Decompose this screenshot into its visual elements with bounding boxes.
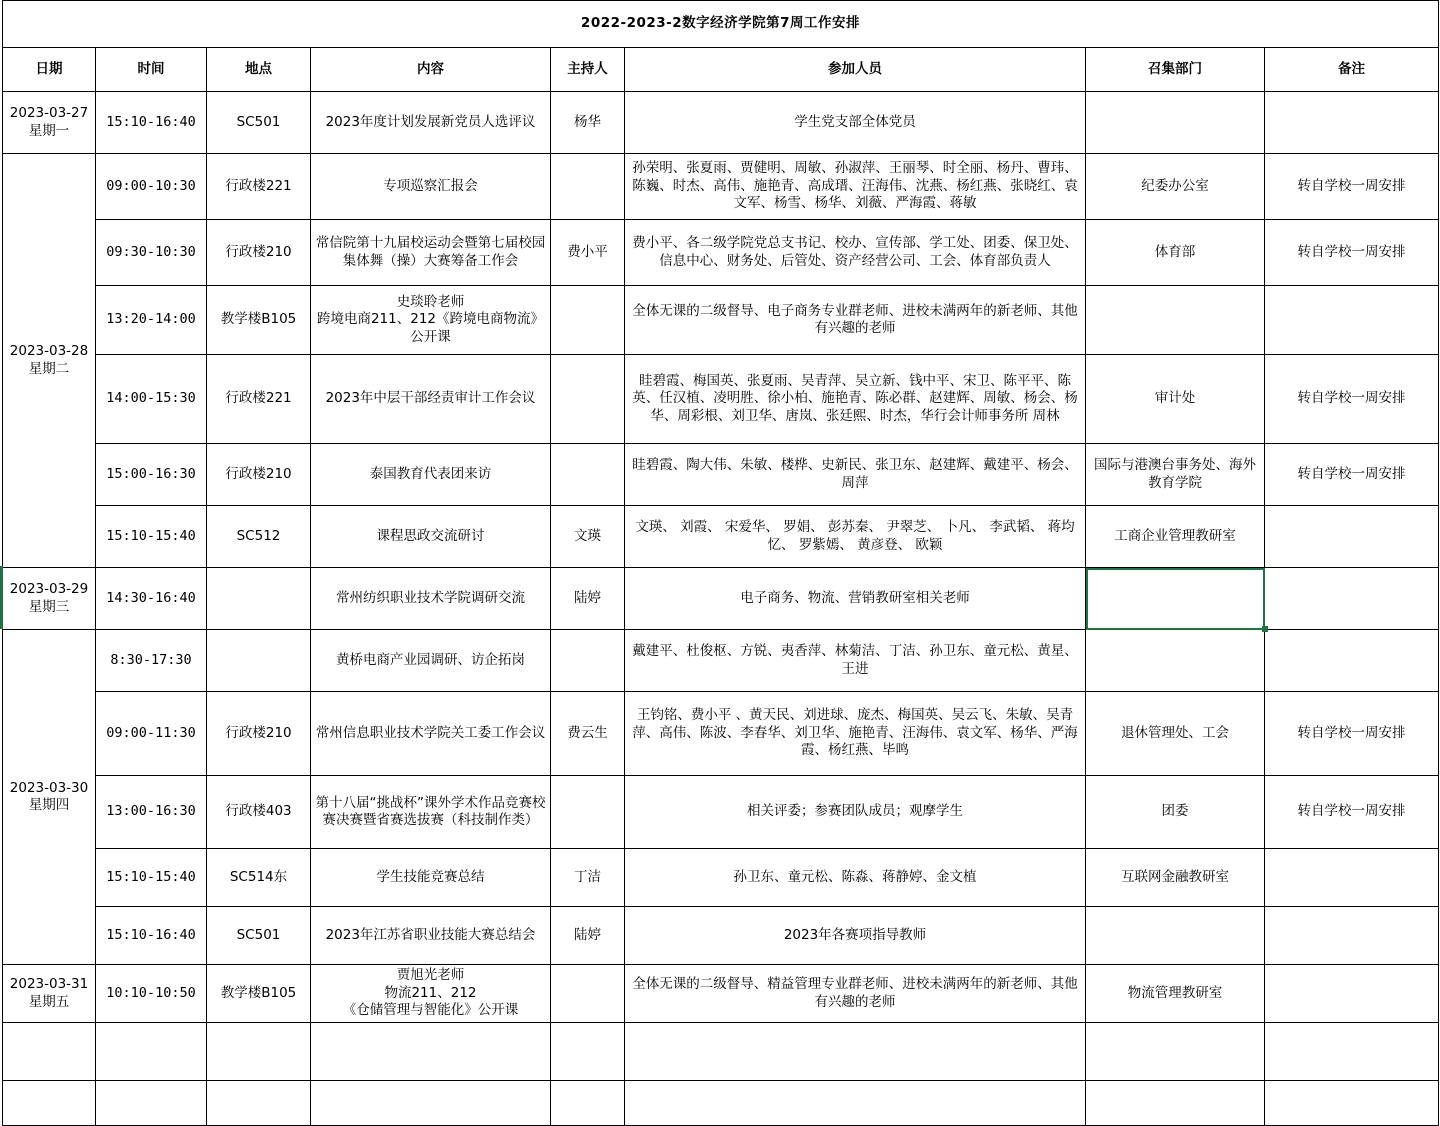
host-cell[interactable]: 文瑛 xyxy=(551,506,625,568)
dept-cell[interactable]: 审计处 xyxy=(1086,355,1265,444)
weekday-value: 星期三 xyxy=(28,598,70,615)
place-cell[interactable]: SC501 xyxy=(207,907,311,965)
header-place[interactable]: 地点 xyxy=(207,48,311,92)
schedule-row xyxy=(3,907,1439,965)
note-cell[interactable] xyxy=(1265,630,1439,692)
header-row xyxy=(3,48,1439,92)
place-cell[interactable]: 行政楼210 xyxy=(207,692,311,776)
date-value: 2023-03-30 xyxy=(9,779,89,796)
host-cell[interactable]: 杨华 xyxy=(551,92,625,154)
empty-cell[interactable] xyxy=(1265,1081,1439,1126)
dept-cell[interactable] xyxy=(1086,92,1265,154)
date-value: 2023-03-29 xyxy=(9,581,89,597)
schedule-row xyxy=(3,286,1439,355)
place-cell[interactable]: 行政楼210 xyxy=(207,444,311,506)
schedule-row xyxy=(3,568,1439,630)
attendees-cell[interactable]: 费小平、各二级学院党总支书记、校办、宣传部、学工处、团委、保卫处、信息中心、财务处、后管处、资产经营公司、工会、体育部负责人 xyxy=(625,220,1086,286)
weekday-value: 星期五 xyxy=(28,993,70,1010)
host-cell[interactable] xyxy=(551,444,625,506)
host-cell[interactable]: 费云生 xyxy=(551,692,625,776)
content-cell[interactable]: 专项巡察汇报会 xyxy=(311,154,551,220)
place-cell[interactable]: 行政楼221 xyxy=(207,154,311,220)
time-cell[interactable]: 15:10-15:40 xyxy=(96,849,207,907)
content-cell[interactable]: 黄桥电商产业园调研、访企拓岗 xyxy=(311,630,551,692)
empty-cell[interactable] xyxy=(1265,1023,1439,1081)
time-cell[interactable]: 13:20-14:00 xyxy=(96,286,207,355)
dept-cell[interactable] xyxy=(1086,286,1265,355)
schedule-row xyxy=(3,776,1439,849)
dept-cell[interactable] xyxy=(1086,907,1265,965)
schedule-row xyxy=(3,692,1439,776)
dept-cell[interactable]: 国际与港澳台事务处、海外教育学院 xyxy=(1086,444,1265,506)
note-cell[interactable]: 转自学校一周安排 xyxy=(1265,220,1439,286)
place-cell[interactable]: 行政楼221 xyxy=(207,355,311,444)
content-cell[interactable]: 常州信息职业技术学院关工委工作会议 xyxy=(311,692,551,776)
empty-cell[interactable] xyxy=(1086,1081,1265,1126)
content-cell[interactable]: 第十八届“挑战杯”课外学术作品竞赛校赛决赛暨省赛选拔赛（科技制作类） xyxy=(311,776,551,849)
schedule-row xyxy=(3,220,1439,286)
header-attendees[interactable]: 参加人员 xyxy=(625,48,1086,92)
place-cell[interactable]: SC514东 xyxy=(207,849,311,907)
schedule-row xyxy=(3,849,1439,907)
note-cell[interactable]: 转自学校一周安排 xyxy=(1265,444,1439,506)
time-cell[interactable]: 15:00-16:30 xyxy=(96,444,207,506)
dept-cell[interactable]: 工商企业管理教研室 xyxy=(1086,506,1265,568)
place-cell[interactable]: 教学楼B105 xyxy=(207,965,311,1023)
note-cell[interactable] xyxy=(1265,965,1439,1023)
attendees-cell[interactable]: 戴建平、杜俊枢、方锐、夷香萍、林菊洁、丁洁、孙卫东、童元松、黄星、王进 xyxy=(625,630,1086,692)
dept-cell[interactable]: 物流管理教研室 xyxy=(1086,965,1265,1023)
host-cell[interactable] xyxy=(551,630,625,692)
note-cell[interactable] xyxy=(1265,506,1439,568)
time-cell[interactable]: 13:00-16:30 xyxy=(96,776,207,849)
date-cell[interactable] xyxy=(3,568,96,630)
note-cell[interactable] xyxy=(1265,92,1439,154)
time-cell[interactable]: 09:30-10:30 xyxy=(96,220,207,286)
time-cell[interactable]: 10:10-10:50 xyxy=(96,965,207,1023)
date-value: 2023-03-31 xyxy=(9,976,89,992)
empty-cell[interactable] xyxy=(551,1081,625,1126)
header-note[interactable]: 备注 xyxy=(1265,48,1439,92)
time-cell[interactable]: 15:10-16:40 xyxy=(96,92,207,154)
host-cell[interactable] xyxy=(551,286,625,355)
date-value: 2023-03-27 xyxy=(9,105,89,121)
host-cell[interactable] xyxy=(551,776,625,849)
schedule-row xyxy=(3,154,1439,220)
attendees-cell[interactable]: 全体无课的二级督导、电子商务专业群老师、进校未满两年的新老师、其他有兴趣的老师 xyxy=(625,286,1086,355)
time-cell[interactable]: 09:00-10:30 xyxy=(96,154,207,220)
dept-cell[interactable]: 退休管理处、工会 xyxy=(1086,692,1265,776)
empty-cell[interactable] xyxy=(3,1023,96,1081)
note-cell[interactable]: 转自学校一周安排 xyxy=(1265,776,1439,849)
attendees-cell[interactable]: 全体无课的二级督导、精益管理专业群老师、进校未满两年的新老师、其他有兴趣的老师 xyxy=(625,965,1086,1023)
place-cell[interactable] xyxy=(207,568,311,630)
empty-cell[interactable] xyxy=(311,1023,551,1081)
empty-cell[interactable] xyxy=(551,1023,625,1081)
place-cell[interactable]: 行政楼210 xyxy=(207,220,311,286)
schedule-row xyxy=(3,506,1439,568)
empty-cell[interactable] xyxy=(311,1081,551,1126)
dept-cell[interactable]: 互联网金融教研室 xyxy=(1086,849,1265,907)
empty-cell[interactable] xyxy=(96,1081,207,1126)
time-cell[interactable]: 8:30-17:30 xyxy=(96,630,207,692)
sheet-title[interactable]: 2022-2023-2数字经济学院第7周工作安排 xyxy=(3,1,1439,48)
dept-cell[interactable]: 团委 xyxy=(1086,776,1265,849)
content-cell[interactable]: 2023年江苏省职业技能大赛总结会 xyxy=(311,907,551,965)
attendees-cell[interactable]: 王钧铭、费小平 、黄天民、刘进球、庞杰、梅国英、吴云飞、朱敏、吴青萍、高伟、陈波、李春华、刘卫华、施艳青、汪海伟、袁文军、杨华、严海霞、杨红燕、毕鸣 xyxy=(625,692,1086,776)
header-content[interactable]: 内容 xyxy=(311,48,551,92)
dept-cell[interactable] xyxy=(1086,630,1265,692)
empty-cell[interactable] xyxy=(96,1023,207,1081)
empty-cell[interactable] xyxy=(3,1081,96,1126)
attendees-cell[interactable]: 相关评委；参赛团队成员；观摩学生 xyxy=(625,776,1086,849)
attendees-cell[interactable]: 电子商务、物流、营销教研室相关老师 xyxy=(625,568,1086,630)
content-cell[interactable]: 常州纺织职业技术学院调研交流 xyxy=(311,568,551,630)
date-cell[interactable] xyxy=(3,92,96,154)
note-cell[interactable]: 转自学校一周安排 xyxy=(1265,355,1439,444)
attendees-cell[interactable]: 孙卫东、童元松、陈淼、蒋静婷、金文植 xyxy=(625,849,1086,907)
time-cell[interactable]: 14:00-15:30 xyxy=(96,355,207,444)
note-cell[interactable]: 转自学校一周安排 xyxy=(1265,154,1439,220)
note-cell[interactable] xyxy=(1265,568,1439,630)
empty-cell[interactable] xyxy=(207,1023,311,1081)
header-host[interactable]: 主持人 xyxy=(551,48,625,92)
content-cell[interactable]: 泰国教育代表团来访 xyxy=(311,444,551,506)
attendees-cell[interactable]: 孙荣明、张夏雨、贾健明、周敏、孙淑萍、王丽琴、时全丽、杨丹、曹玮、陈巍、时杰、高伟、施艳青、高成瑨、汪海伟、沈燕、杨红燕、张晓红、袁文军、杨雪、杨华、刘薇、严海霞、蒋敏 xyxy=(625,154,1086,220)
host-cell[interactable] xyxy=(551,965,625,1023)
empty-cell[interactable] xyxy=(625,1023,1086,1081)
content-cell[interactable]: 课程思政交流研讨 xyxy=(311,506,551,568)
header-time[interactable]: 时间 xyxy=(96,48,207,92)
date-cell[interactable] xyxy=(3,630,96,965)
weekday-value: 星期一 xyxy=(28,122,70,139)
place-cell[interactable]: SC501 xyxy=(207,92,311,154)
content-cell[interactable]: 2023年中层干部经责审计工作会议 xyxy=(311,355,551,444)
weekday-value: 星期四 xyxy=(28,797,70,813)
note-cell[interactable]: 转自学校一周安排 xyxy=(1265,692,1439,776)
schedule-row xyxy=(3,965,1439,1023)
dept-cell[interactable]: 体育部 xyxy=(1086,220,1265,286)
place-cell[interactable]: SC512 xyxy=(207,506,311,568)
host-cell[interactable]: 陆婷 xyxy=(551,568,625,630)
schedule-row xyxy=(3,630,1439,692)
time-cell[interactable]: 15:10-15:40 xyxy=(96,506,207,568)
content-cell[interactable]: 常信院第十九届校运动会暨第七届校园集体舞（操）大赛筹备工作会 xyxy=(311,220,551,286)
note-cell[interactable] xyxy=(1265,907,1439,965)
header-date[interactable]: 日期 xyxy=(3,48,96,92)
content-cell[interactable]: 史琰聆老师 跨境电商211、212《跨境电商物流》公开课 xyxy=(311,286,551,355)
place-cell[interactable]: 教学楼B105 xyxy=(207,286,311,355)
attendees-cell[interactable]: 眭碧霞、陶大伟、朱敏、楼桦、史新民、张卫东、赵建辉、戴建平、杨会、周萍 xyxy=(625,444,1086,506)
attendees-cell[interactable]: 学生党支部全体党员 xyxy=(625,92,1086,154)
weekday-value: 星期二 xyxy=(28,360,70,377)
attendees-cell[interactable]: 文瑛、 刘霞、 宋爱华、 罗娟、 彭苏秦、 尹翠芝、 卜凡、 李武韬、 蒋均忆、 罗紫嫣、 黄彦登、 欧颖 xyxy=(625,506,1086,568)
dept-cell[interactable] xyxy=(1086,568,1265,630)
content-cell[interactable]: 2023年度计划发展新党员人选评议 xyxy=(311,92,551,154)
fill-handle[interactable] xyxy=(1262,626,1268,632)
empty-cell[interactable] xyxy=(207,1081,311,1126)
schedule-table xyxy=(2,0,1439,1126)
note-cell[interactable] xyxy=(1265,849,1439,907)
schedule-row xyxy=(3,355,1439,444)
date-cell[interactable] xyxy=(3,154,96,568)
content-cell[interactable]: 贾旭光老师 物流211、212 《仓储管理与智能化》公开课 xyxy=(311,965,551,1023)
attendees-cell[interactable]: 2023年各赛项指导教师 xyxy=(625,907,1086,965)
dept-cell[interactable]: 纪委办公室 xyxy=(1086,154,1265,220)
schedule-row xyxy=(3,444,1439,506)
content-cell[interactable]: 学生技能竞赛总结 xyxy=(311,849,551,907)
time-cell[interactable]: 14:30-16:40 xyxy=(96,568,207,630)
host-cell[interactable] xyxy=(551,355,625,444)
place-cell[interactable] xyxy=(207,630,311,692)
time-cell[interactable]: 15:10-16:40 xyxy=(96,907,207,965)
date-value: 2023-03-28 xyxy=(9,343,89,359)
note-cell[interactable] xyxy=(1265,286,1439,355)
attendees-cell[interactable]: 眭碧霞、梅国英、张夏雨、吴青萍、吴立新、钱中平、宋卫、陈平平、陈英、任汉植、凌明胜、徐小柏、施艳青、陈必群、赵建辉、周敏、杨会、杨华、周彩根、刘卫华、唐岚、张廷熙、时杰，华行会计师事务所 周林 xyxy=(625,355,1086,444)
empty-cell[interactable] xyxy=(1086,1023,1265,1081)
host-cell[interactable]: 陆婷 xyxy=(551,907,625,965)
host-cell[interactable]: 丁洁 xyxy=(551,849,625,907)
host-cell[interactable] xyxy=(551,154,625,220)
header-dept[interactable]: 召集部门 xyxy=(1086,48,1265,92)
date-cell[interactable] xyxy=(3,965,96,1023)
schedule-row xyxy=(3,92,1439,154)
empty-cell[interactable] xyxy=(625,1081,1086,1126)
active-row-marker xyxy=(0,566,3,629)
place-cell[interactable]: 行政楼403 xyxy=(207,776,311,849)
time-cell[interactable]: 09:00-11:30 xyxy=(96,692,207,776)
host-cell[interactable]: 费小平 xyxy=(551,220,625,286)
